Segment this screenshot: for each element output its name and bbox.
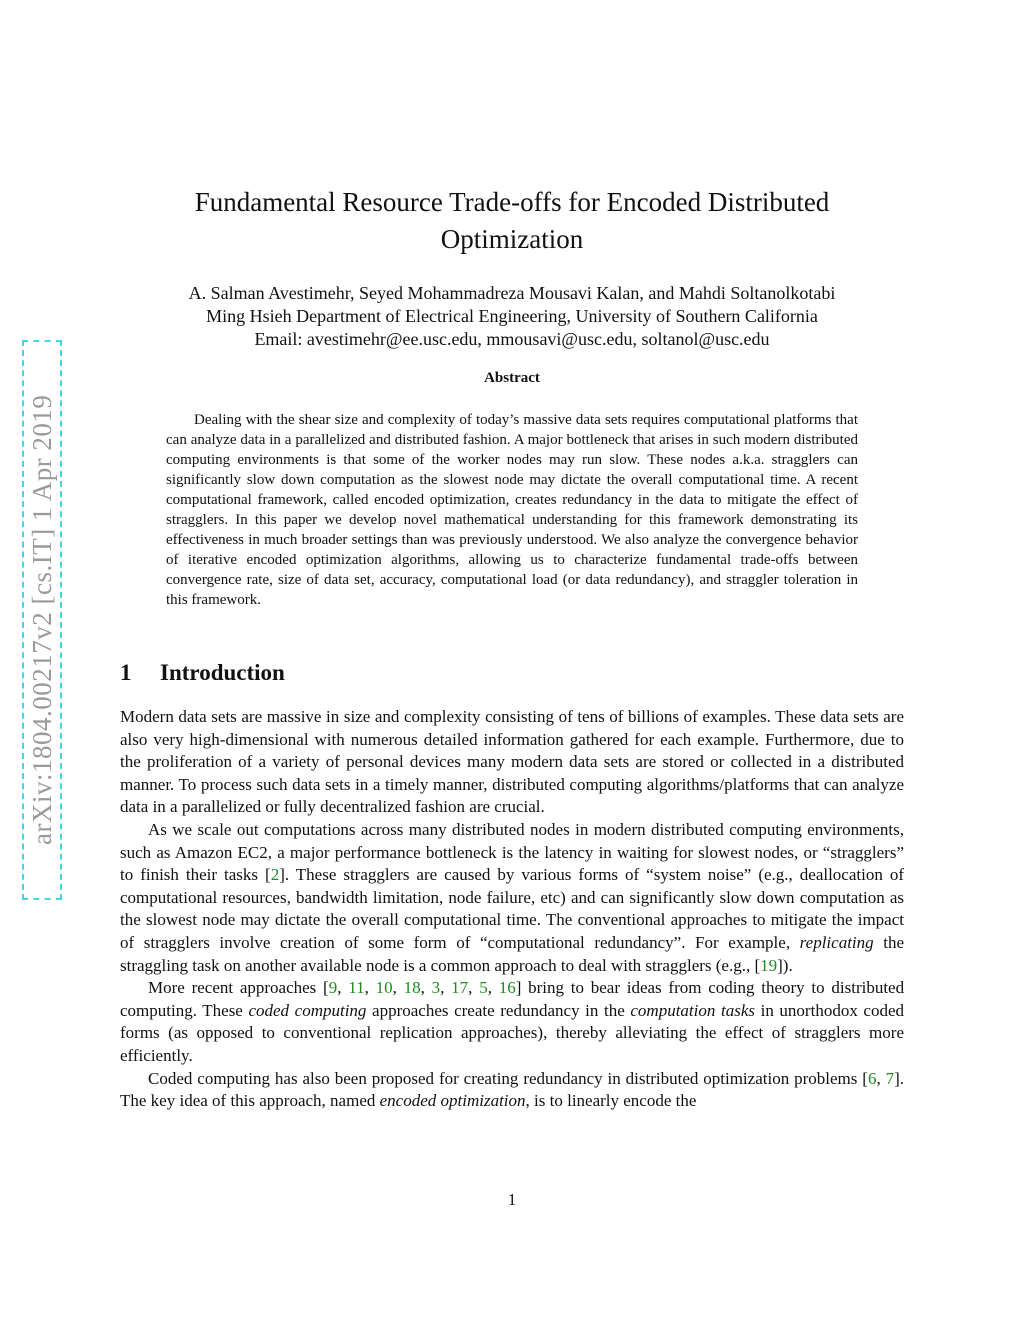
arxiv-identifier-stamp: arXiv:1804.00217v2 [cs.IT] 1 Apr 2019	[22, 340, 62, 900]
emphasis-text: replicating	[799, 932, 874, 952]
paragraph-3: More recent approaches [9, 11, 10, 18, 3, 17, 5, 16] bring to bear ideas from coding theory to distributed computing. These coded computing approaches create redundancy in the computation tasks in unorthodox coded forms (as opposed to conventional replication approaches), thereby alleviating the effect of stragglers more efficiently.	[120, 978, 905, 1065]
citation-link[interactable]: 6	[867, 1068, 877, 1088]
citation-link[interactable]: 5	[479, 978, 488, 998]
section-number: 1	[120, 660, 132, 685]
paper-title: Fundamental Resource Trade-offs for Encoded Distributed Optimization	[194, 187, 830, 254]
abstract-heading: Abstract	[484, 370, 540, 386]
abstract-text: Dealing with the shear size and complexity of today’s massive data sets requires computational platforms that can analyze data in a parallelized and distributed fashion. A major bottleneck that arises in such modern distributed computing environments is that some of the worker nodes may run slow. These nodes a.k.a. stragglers can significantly slow down computation as the slowest node may dictate the overall computational time. A recent computational framework, called encoded optimization, creates redundancy in the data to mitigate the effect of stragglers. In this paper we develop novel mathematical understanding for this framework demonstrating its effectiveness in much broader settings than was previously understood. We also analyze the convergence behavior of iterative encoded optimization algorithms, allowing us to characterize fundamental trade-offs between convergence rate, size of data set, accuracy, computational load (or data redundancy), and straggler toleration in this framework.	[166, 412, 858, 608]
paragraph-1: Modern data sets are massive in size and complexity consisting of tens of billions of examples. These data sets are also very high-dimensional with numerous detailed information gathered for each example. Furthermore, due to the proliferation of a variety of personal devices many modern data sets are stored or collected in a distributed manner. To process such data sets in a timely manner, distributed computing algorithms/platforms that can analyze data in a parallelized or fully decentralized fashion are crucial.	[120, 707, 904, 817]
citation-link[interactable]: 18	[403, 978, 421, 998]
section-heading-introduction	[120, 660, 285, 686]
author-block	[110, 282, 914, 351]
emphasis-text: encoded optimization	[379, 1091, 526, 1111]
citation-link[interactable]: 2	[270, 865, 280, 885]
citation-link[interactable]: 11	[348, 978, 365, 998]
paragraph-2: As we scale out computations across many distributed nodes in modern distributed computing environments, such as Amazon EC2, a major performance bottleneck is the latency in waiting for slowest nodes, or “stragglers” to finish their tasks [2]. These stragglers are caused by various forms of “system noise” (e.g., deallocation of computational resources, bandwidth limitation, node failure, etc) and can significantly slow down computation as the slowest node may dictate the overall computational time. The conventional approaches to mitigate the impact of stragglers involve creation of some form of “computational redundancy”. For example, replicating the straggling task on another available node is a common approach to deal with stragglers (e.g., [19]).	[120, 819, 904, 975]
author-emails: Email: avestimehr@ee.usc.edu, mmousavi@usc.edu, soltanol@usc.edu	[254, 329, 770, 349]
author-names: A. Salman Avestimehr, Seyed Mohammadreza Mousavi Kalan, and Mahdi Soltanolkotabi	[188, 283, 836, 303]
citation-link[interactable]: 16	[498, 978, 516, 998]
citation-link[interactable]: 19	[760, 955, 778, 975]
author-affiliation: Ming Hsieh Department of Electrical Engineering, University of Southern California	[206, 306, 818, 326]
introduction-body	[120, 706, 904, 1113]
paragraph-4: Coded computing has also been proposed for creating redundancy in distributed optimization problems [6, 7]. The key idea of this approach, named encoded optimization, is to linearly encode the	[120, 1068, 905, 1111]
page-number: 1	[507, 1190, 517, 1209]
citation-link[interactable]: 9	[328, 978, 338, 998]
citation-link[interactable]: 7	[885, 1068, 895, 1088]
citation-link[interactable]: 10	[375, 978, 393, 998]
emphasis-text: coded computing	[248, 1000, 367, 1020]
emphasis-text: computation tasks	[630, 1000, 755, 1020]
section-title: Introduction	[160, 660, 285, 685]
citation-link[interactable]: 3	[431, 978, 441, 998]
citation-link[interactable]: 17	[451, 978, 469, 998]
